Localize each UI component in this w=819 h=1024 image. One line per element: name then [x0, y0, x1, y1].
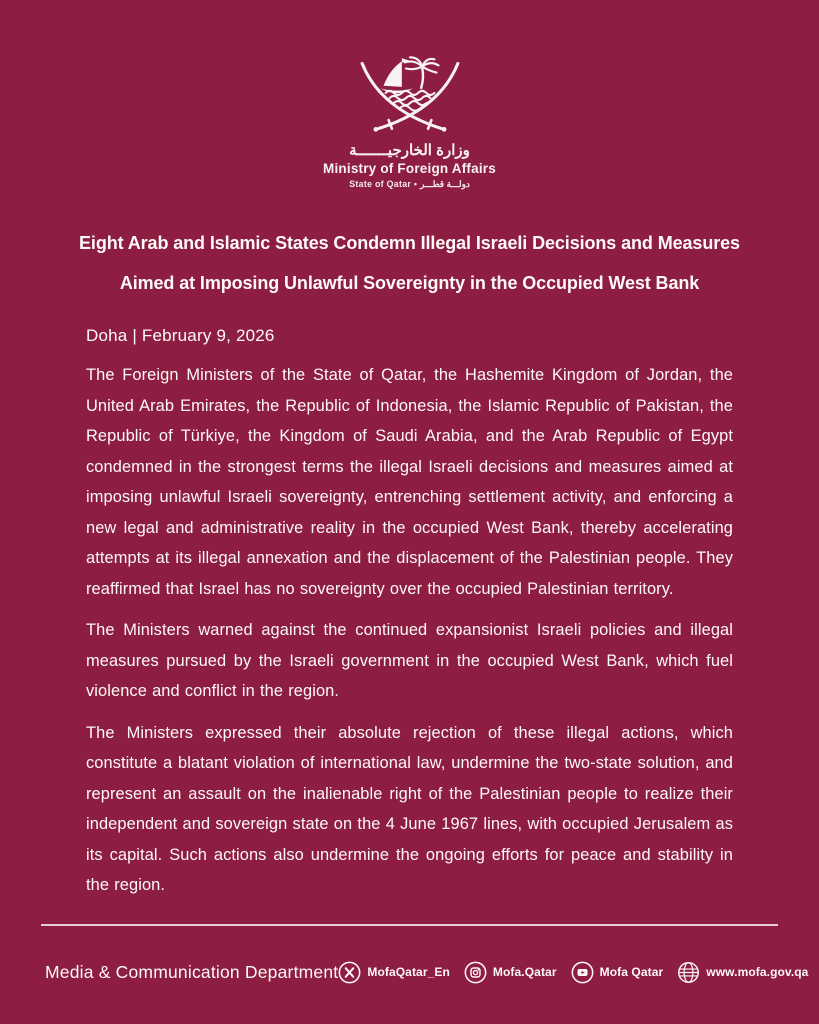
qatar-mofa-emblem-icon	[354, 56, 466, 138]
palm-trunk	[421, 67, 423, 87]
footer-divider	[41, 924, 778, 926]
social-item-youtube	[571, 961, 664, 984]
instagram-handle: Mofa.Qatar	[492, 965, 557, 979]
department-name: Media & Communication Department	[45, 961, 339, 982]
x-twitter-icon	[338, 961, 361, 984]
website-url: www.mofa.gov.qa	[706, 965, 809, 979]
sea-waves	[385, 91, 434, 111]
statement-title-line2: Aimed at Imposing Unlawful Sovereignty in the Occupied West Bank	[119, 273, 700, 293]
social-item-instagram	[464, 961, 557, 984]
ministry-name-arabic: وزارة الخارجيـــــــة	[349, 142, 470, 159]
ministry-name-english: Ministry of Foreign Affairs	[323, 161, 496, 176]
globe-icon	[677, 961, 700, 984]
dhow-sail	[383, 61, 401, 86]
dateline: Doha | February 9, 2026	[86, 326, 275, 345]
paragraph-3: The Ministers expressed their absolute rejection of these illegal actions, which constitute a blatant violation of international law, undermine the two-state solution, and represent an assault on the inalienable right of the Palestinian people to realize their independent and sovereign state on the 4 June 1967 lines, with occupied Jerusalem as its capital. Such actions also undermine the ongoing efforts for peace and stability in the region.	[86, 723, 733, 894]
paragraph-2: The Ministers warned against the continued expansionist Israeli policies and illegal measures pursued by the Israeli government in the occupied West Bank, which fuel violence and conflict in the region.	[86, 621, 733, 700]
statement-title-line1: Eight Arab and Islamic States Condemn Illegal Israeli Decisions and Measures	[79, 233, 740, 253]
crossed-swords	[362, 63, 458, 131]
social-item-x	[338, 961, 450, 984]
youtube-icon	[571, 961, 594, 984]
footer	[45, 951, 809, 993]
x-handle: MofaQatar_En	[367, 965, 450, 979]
header	[0, 0, 819, 190]
statement-title	[30, 234, 789, 292]
youtube-handle: Mofa Qatar	[599, 965, 664, 979]
state-of-qatar-line: State of Qatar • دولـــة قطـــر	[349, 179, 470, 189]
paragraph-1: The Foreign Ministers of the State of Qatar, the Hashemite Kingdom of Jordan, the United Arab Emirates, the Republic of Indonesia, the Islamic Republic of Pakistan, the Republic of Türkiye, the Kingdom of Saudi Arabia, and the Arab Republic of Egypt condemned in the strongest terms the illegal Israeli decisions and measures aimed at imposing unlawful Israeli sovereignty, entrenching settlement activity, and enforcing a new legal and administrative reality in the occupied West Bank, thereby accelerating attempts at its illegal annexation and the displacement of the Palestinian people. They reaffirmed that Israel has no sovereignty over the occupied Palestinian territory.	[86, 366, 733, 598]
statement-body	[86, 326, 733, 901]
social-item-website	[677, 961, 808, 984]
social-handles	[338, 961, 808, 984]
instagram-icon	[464, 961, 487, 984]
